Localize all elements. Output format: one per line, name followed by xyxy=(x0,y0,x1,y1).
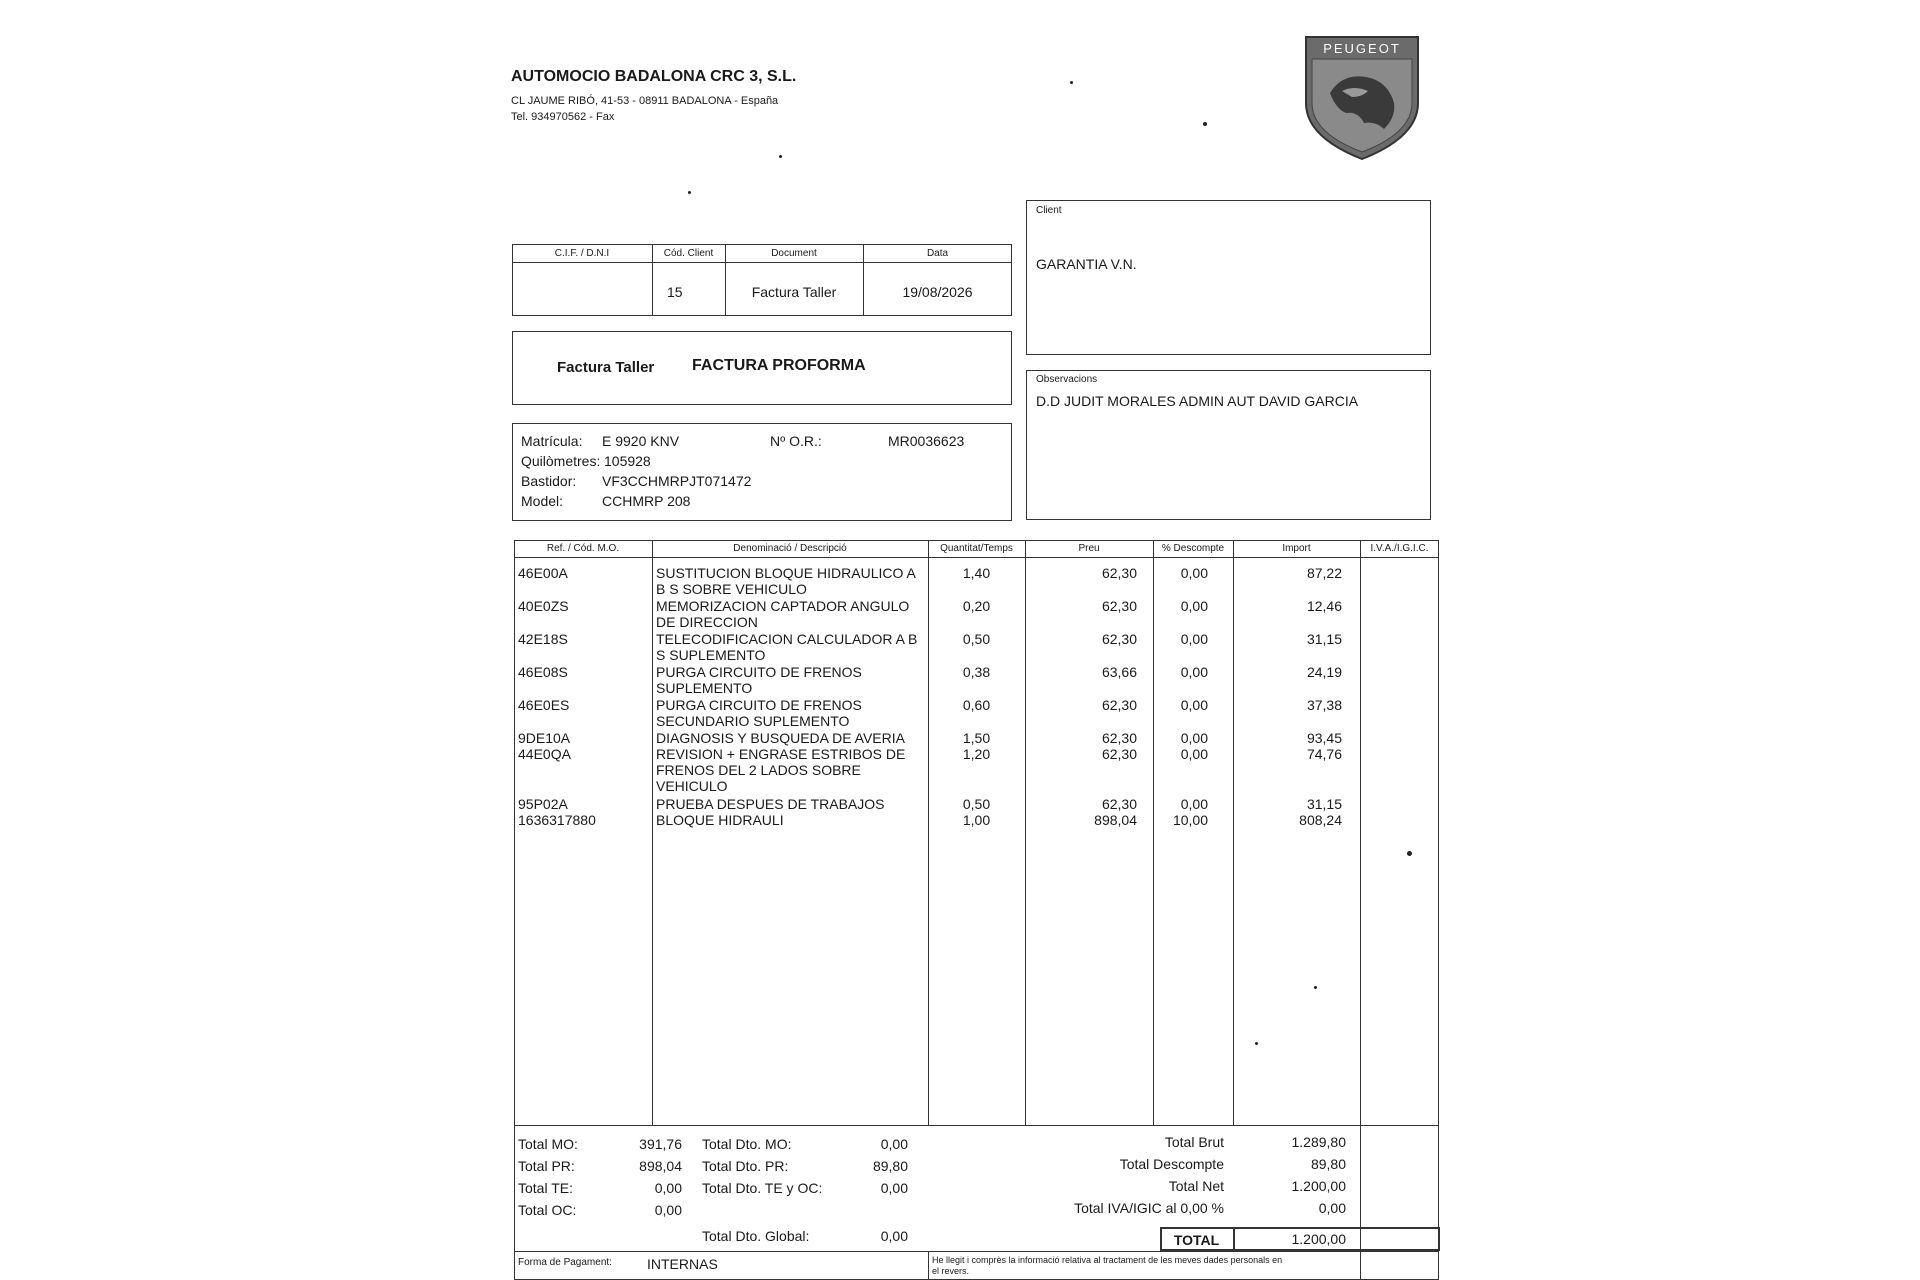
scan-speck xyxy=(1407,851,1412,856)
cell-amount: 808,24 xyxy=(1299,812,1342,828)
cell-disc: 10,00 xyxy=(1172,812,1208,828)
cell-description: MEMORIZACION CAPTADOR ANGULO xyxy=(656,598,910,614)
payment-value: INTERNAS xyxy=(647,1256,718,1272)
peugeot-logo xyxy=(1302,33,1422,163)
cell-ref: 95P02A xyxy=(518,796,568,812)
cell-amount: 31,15 xyxy=(1306,631,1342,647)
info-header-cif: C.I.F. / D.N.I xyxy=(554,248,610,259)
cell-qty: 1,50 xyxy=(962,730,991,746)
cell-description: BLOQUE HIDRAULI xyxy=(656,812,784,828)
cell-qty: 1,20 xyxy=(962,746,991,762)
col-header-vat: I.V.A./I.G.I.C. xyxy=(1370,543,1429,554)
cell-description: PURGA CIRCUITO DE FRENOS xyxy=(656,664,862,680)
total-dto-te-value: 0,00 xyxy=(880,1180,908,1196)
total-dto-global-value: 0,00 xyxy=(880,1228,908,1244)
cell-description: B S SOBRE VEHICULO xyxy=(656,581,807,597)
model-label: Model: xyxy=(521,493,564,509)
cell-ref: 46E08S xyxy=(518,664,568,680)
total-iva-value: 0,00 xyxy=(1318,1200,1346,1216)
col-header-ref: Ref. / Cód. M.O. xyxy=(546,543,620,554)
observations-value: D.D JUDIT MORALES ADMIN AUT DAVID GARCIA xyxy=(1036,393,1359,409)
cell-amount: 24,19 xyxy=(1306,664,1342,680)
cell-description: PRUEBA DESPUES DE TRABAJOS xyxy=(656,796,885,812)
total-te-label: Total TE: xyxy=(518,1180,573,1196)
total-descompte-label: Total Descompte xyxy=(1119,1156,1224,1172)
cell-disc: 0,00 xyxy=(1180,730,1208,746)
total-dto-mo-value: 0,00 xyxy=(880,1136,908,1152)
cell-ref: 42E18S xyxy=(518,631,568,647)
cell-disc: 0,00 xyxy=(1180,598,1208,614)
col-header-price: Preu xyxy=(1078,543,1100,554)
cell-description: DIAGNOSIS Y BUSQUEDA DE AVERIA xyxy=(656,730,905,746)
brand-text: PEUGEOT xyxy=(1323,41,1401,56)
total-net-label: Total Net xyxy=(1168,1178,1224,1194)
client-box xyxy=(1026,200,1431,355)
grand-total-label: TOTAL xyxy=(1173,1232,1220,1248)
cell-price: 898,04 xyxy=(1094,812,1137,828)
observations-label: Observacions xyxy=(1036,374,1098,385)
total-dto-mo-label: Total Dto. MO: xyxy=(702,1136,792,1152)
total-descompte-value: 89,80 xyxy=(1310,1156,1346,1172)
cell-description: SUSTITUCION BLOQUE HIDRAULICO A xyxy=(656,565,916,581)
doc-type-label: Factura Taller xyxy=(557,359,655,376)
scan-speck xyxy=(1203,122,1207,126)
cell-price: 62,30 xyxy=(1101,631,1137,647)
total-dto-te-label: Total Dto. TE y OC: xyxy=(702,1180,823,1196)
or-label: Nº O.R.: xyxy=(770,433,822,449)
cell-description: VEHICULO xyxy=(656,778,728,794)
km-value: 105928 xyxy=(604,453,651,469)
grand-total-value: 1.200,00 xyxy=(1291,1231,1346,1247)
info-value-document: Factura Taller xyxy=(751,284,837,300)
company-phone: Tel. 934970562 - Fax xyxy=(511,111,615,123)
total-dto-global-label: Total Dto. Global: xyxy=(702,1228,810,1244)
total-brut-label: Total Brut xyxy=(1164,1134,1224,1150)
total-mo-value: 391,76 xyxy=(639,1136,682,1152)
cell-amount: 74,76 xyxy=(1306,746,1342,762)
cell-description: PURGA CIRCUITO DE FRENOS xyxy=(656,697,862,713)
info-value-date: 19/08/2026 xyxy=(902,284,973,300)
cell-qty: 1,00 xyxy=(962,812,991,828)
cell-description: REVISION + ENGRASE ESTRIBOS DE xyxy=(656,746,906,762)
total-dto-pr-label: Total Dto. PR: xyxy=(702,1158,789,1174)
cell-qty: 0,38 xyxy=(962,664,991,680)
cell-qty: 0,60 xyxy=(962,697,991,713)
cell-disc: 0,00 xyxy=(1180,565,1208,581)
client-label: Client xyxy=(1036,205,1062,216)
cell-ref: 1636317880 xyxy=(518,812,596,828)
cell-amount: 12,46 xyxy=(1306,598,1342,614)
matricula-label: Matrícula: xyxy=(521,433,583,449)
client-value: GARANTIA V.N. xyxy=(1036,256,1137,272)
bastidor-label: Bastidor: xyxy=(521,473,577,489)
cell-description: FRENOS DEL 2 LADOS SOBRE xyxy=(656,762,861,778)
cell-amount: 93,45 xyxy=(1306,730,1342,746)
total-oc-value: 0,00 xyxy=(654,1202,682,1218)
cell-qty: 0,50 xyxy=(962,796,991,812)
cell-amount: 87,22 xyxy=(1306,565,1342,581)
privacy-note-line2: el revers. xyxy=(932,1266,970,1276)
cell-description: SECUNDARIO SUPLEMENTO xyxy=(656,713,850,729)
cell-price: 63,66 xyxy=(1101,664,1137,680)
total-brut-value: 1.289,80 xyxy=(1291,1134,1346,1150)
cell-price: 62,30 xyxy=(1101,697,1137,713)
cell-qty: 0,50 xyxy=(962,631,991,647)
col-header-description: Denominació / Descripció xyxy=(733,543,847,554)
cell-ref: 46E00A xyxy=(518,565,568,581)
scan-speck xyxy=(688,191,691,194)
scan-speck xyxy=(1255,1042,1258,1045)
km-label: Quilòmetres: xyxy=(521,453,601,469)
doc-type-value: FACTURA PROFORMA xyxy=(692,357,866,374)
col-header-amount: Import xyxy=(1282,543,1311,554)
cell-description: S SUPLEMENTO xyxy=(656,647,766,663)
privacy-note-line1: He llegit i comprès la informació relativa al tractament de les meves dades personals en xyxy=(932,1255,1283,1265)
total-iva-label: Total IVA/IGIC al 0,00 % xyxy=(1074,1200,1224,1216)
company-name: AUTOMOCIO BADALONA CRC 3, S.L. xyxy=(511,68,797,85)
info-header-document: Document xyxy=(771,248,817,259)
cell-ref: 9DE10A xyxy=(518,730,571,746)
bastidor-value: VF3CCHMRPJT071472 xyxy=(602,473,752,489)
info-header-client-code: Cód. Client xyxy=(663,248,714,259)
cell-disc: 0,00 xyxy=(1180,697,1208,713)
company-address: CL JAUME RIBÓ, 41-53 - 08911 BADALONA - España xyxy=(511,95,779,107)
total-dto-pr-value: 89,80 xyxy=(872,1158,908,1174)
cell-disc: 0,00 xyxy=(1180,664,1208,680)
cell-disc: 0,00 xyxy=(1180,631,1208,647)
cell-price: 62,30 xyxy=(1101,796,1137,812)
total-net-value: 1.200,00 xyxy=(1291,1178,1346,1194)
info-header-date: Data xyxy=(926,248,949,259)
scan-speck xyxy=(1070,81,1073,84)
scan-speck xyxy=(779,155,782,158)
cell-price: 62,30 xyxy=(1101,565,1137,581)
scan-speck xyxy=(1314,986,1317,989)
total-te-value: 0,00 xyxy=(654,1180,682,1196)
col-header-quantity: Quantitat/Temps xyxy=(940,543,1013,554)
cell-price: 62,30 xyxy=(1101,746,1137,762)
total-pr-value: 898,04 xyxy=(639,1158,682,1174)
total-pr-label: Total PR: xyxy=(518,1158,575,1174)
info-value-client-code: 15 xyxy=(667,284,683,300)
cell-disc: 0,00 xyxy=(1180,796,1208,812)
cell-amount: 37,38 xyxy=(1306,697,1342,713)
cell-ref: 46E0ES xyxy=(518,697,570,713)
payment-label: Forma de Pagament: xyxy=(518,1257,612,1268)
cell-description: TELECODIFICACION CALCULADOR A B xyxy=(656,631,918,647)
cell-ref: 44E0QA xyxy=(518,746,571,762)
cell-qty: 1,40 xyxy=(962,565,991,581)
cell-qty: 0,20 xyxy=(962,598,991,614)
or-value: MR0036623 xyxy=(888,433,965,449)
matricula-value: E 9920 KNV xyxy=(602,433,680,449)
col-header-discount: % Descompte xyxy=(1161,543,1225,554)
cell-disc: 0,00 xyxy=(1180,746,1208,762)
cell-price: 62,30 xyxy=(1101,598,1137,614)
cell-amount: 31,15 xyxy=(1306,796,1342,812)
cell-price: 62,30 xyxy=(1101,730,1137,746)
total-oc-label: Total OC: xyxy=(518,1202,577,1218)
model-value: CCHMRP 208 xyxy=(602,493,691,509)
cell-ref: 40E0ZS xyxy=(518,598,569,614)
cell-description: DE DIRECCION xyxy=(656,614,758,630)
cell-description: SUPLEMENTO xyxy=(656,680,753,696)
total-mo-label: Total MO: xyxy=(518,1136,578,1152)
